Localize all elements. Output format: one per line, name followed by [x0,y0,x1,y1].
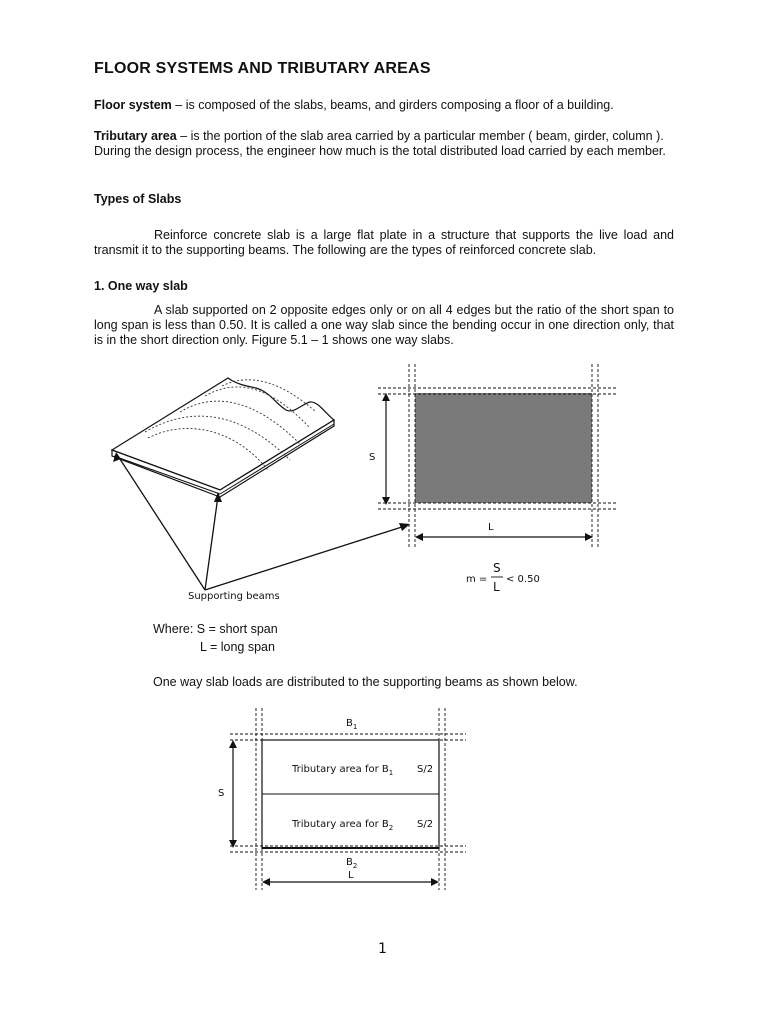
ratio-suffix: < 0.50 [506,574,540,585]
long-span-label: L [488,522,494,533]
beam-b2-label: $B_2$ [346,857,358,870]
tributary-area-b1-dim: S/2 [417,764,434,775]
span-ratio-formula [466,561,540,594]
tributary-area-b1-label: Tributary area for $B_1$ [292,764,394,777]
one-way-slab-paragraph: A slab supported on 2 opposite edges only or on all 4 edges but the ratio of the short span to long span is less than 0.50. It is called a one way slab since the bending occur in one direction only, that is in the short direction only. Figure 5.1 – 1 shows one way slabs. [94,303,674,347]
tributary-area-b2-label: Tributary area for $B_2$ [292,819,394,832]
distribution-paragraph: One way slab loads are distributed to the supporting beams as shown below. [153,675,578,689]
types-intro-paragraph: Reinforce concrete slab is a large flat plate in a structure that supports the live load and transmit it to the supporting beams. The following are the types of reinforced concrete slab. [94,228,674,257]
page-number: 1 [378,941,387,957]
where-line-2: L = long span [200,640,275,654]
floor-system-term: Floor system [94,98,172,112]
supporting-beams-label: Supporting beams [188,591,280,602]
ratio-denominator: L [493,580,500,594]
page-title: FLOOR SYSTEMS AND TRIBUTARY AREAS [94,60,431,77]
tributary-area-b2-dim: S/2 [417,819,434,830]
beam-b1-label: $B_1$ [346,718,358,731]
floor-system-text: – is composed of the slabs, beams, and girders composing a floor of a building. [171,98,614,112]
slab-plan-view [378,364,618,548]
tributary-area-term: Tributary area [94,129,177,143]
one-way-slab-heading: 1. One way slab [94,279,188,293]
tributary-grid [229,708,466,890]
types-of-slabs-heading: Types of Slabs [94,192,182,206]
ratio-prefix: m = [466,574,488,585]
slab-3d-drawing [112,378,334,497]
short-span-label: S [369,452,376,463]
where-line-1: Where: S = short span [153,622,278,636]
long-span-label-2: L [348,870,354,881]
short-span-label-2: S [218,788,225,799]
tributary-area-text: – is the portion of the slab area carried by a particular member ( beam, girder, column ). During the design process, the engineer how much is the total distributed load carried by each member. [94,129,666,158]
ratio-numerator: S [493,561,501,575]
slab-plan-fill [415,393,592,503]
